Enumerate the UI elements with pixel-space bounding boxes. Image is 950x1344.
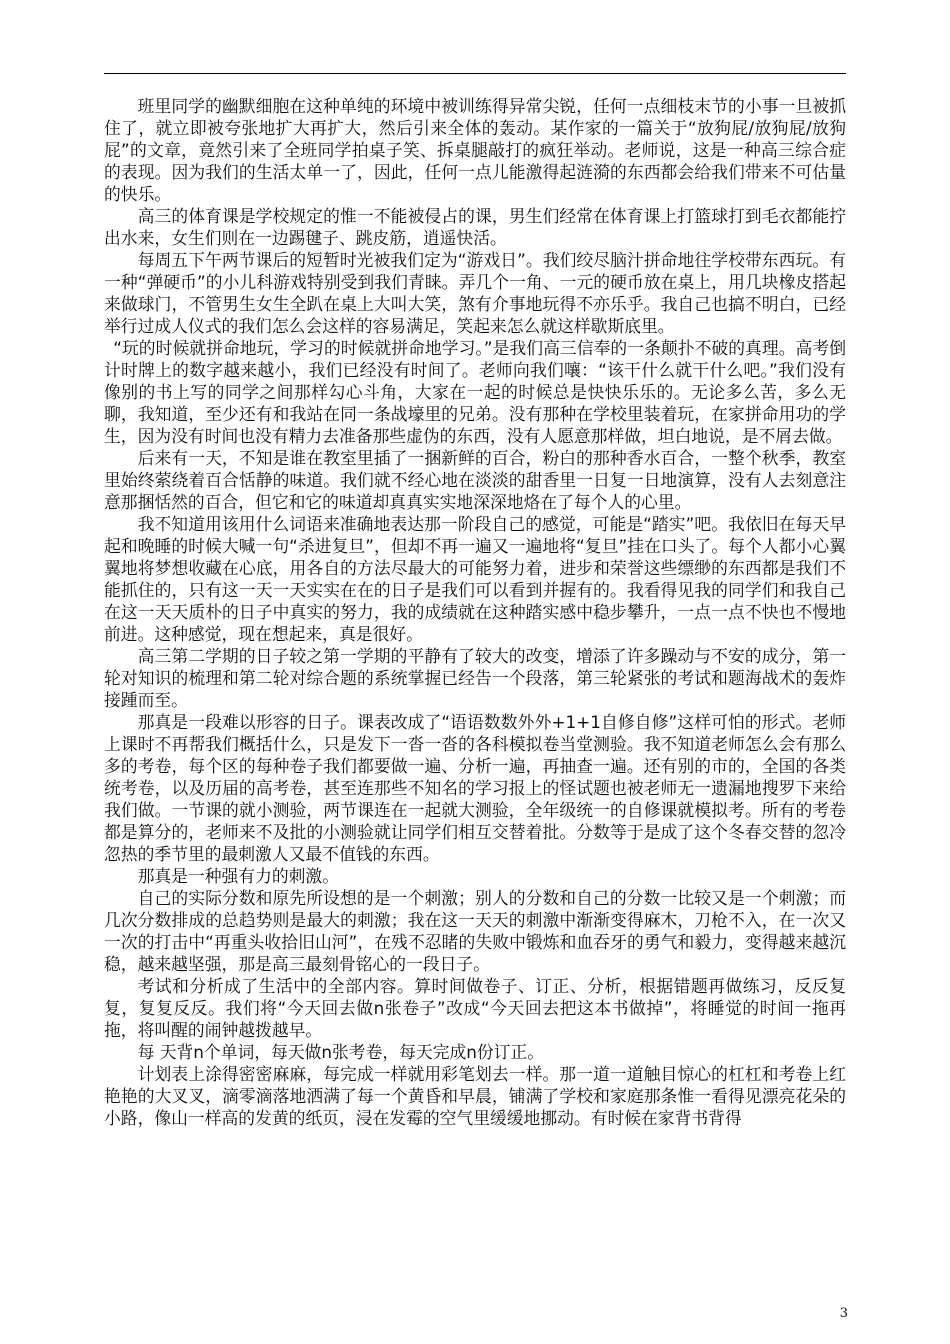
paragraph: 那真是一种强有力的刺激。 [137, 866, 339, 886]
paragraph: “玩的时候就拼命地玩，学习的时候就拼命地学习。”是我们高三信奉的一条颠扑不破的真理。高考倒计时牌上的数字越来越小，我们已经没有时间了。老师向我们嚷：“该干什么就干什么吧。”我们没有像别的书上写的同学之间那样勾心斗角，大家在一起的时候总是快快乐乐的。无论多么苦，多么无聊，我知道，至少还有和我站在同一条战壕里的兄弟。没有那种在学校里装着玩，在家拼命用功的学生，因为没有时间也没有精力去准备那些虚伪的东西，没有人愿意那样做，坦白地说，是不屑去做。 [104, 338, 846, 446]
paragraph: 每周五下午两节课后的短暂时光被我们定为“游戏日”。我们绞尽脑汁拼命地往学校带东西玩。有一种“弹硬币”的小儿科游戏特别受到我们青睐。弄几个一角、一元的硬币放在桌上，用几块橡皮搭起来做球门，不管男生女生全趴在桌上大叫大笑，煞有介事地玩得不亦乐乎。我自己也搞不明白，已经举行过成人仪式的我们怎么会这样的容易满足，笑起来怎么就这样歇斯底里。 [104, 250, 846, 336]
header-rule [104, 73, 846, 74]
body-text [104, 95, 846, 1129]
paragraph: 计划表上涂得密密麻麻，每完成一样就用彩笔划去一样。那一道一道触目惊心的杠杠和考卷上红艳艳的大叉叉，滴零滴落地洒满了每一个黄昏和早晨，铺满了学校和家庭那条惟一看得见漂亮花朵的小路，像山一样高的发黄的纸页，浸在发霉的空气里缓缓地挪动。有时候在家背书背得 [104, 1064, 846, 1128]
paragraph: 高三第二学期的日子较之第一学期的平静有了较大的改变，增添了许多躁动与不安的成分，第一轮对知识的梳理和第二轮对综合题的系统掌握已经告一个段落，第三轮紧张的考试和题海战术的轰炸接踵而至。 [104, 646, 846, 710]
page-number: 3 [839, 1306, 848, 1321]
paragraph: 自己的实际分数和原先所设想的是一个刺激；别人的分数和自己的分数一比较又是一个刺激；而几次分数排成的总趋势则是最大的刺激；我在这一天天的刺激中渐渐变得麻木，刀枪不入，在一次又一次的打击中“再重头收拾旧山河”，在残不忍睹的失败中锻炼和血吞牙的勇气和毅力，变得越来越沉稳，越来越坚强，那是高三最刻骨铭心的一段日子。 [104, 888, 846, 974]
paragraph: 班里同学的幽默细胞在这种单纯的环境中被训练得异常尖锐，任何一点细枝末节的小事一旦被抓住了，就立即被夸张地扩大再扩大，然后引来全体的轰动。某作家的一篇关于“放狗屁/放狗屁/放狗屁”的文章，竟然引来了全班同学拍桌子笑、拆桌腿敲打的疯狂举动。老师说，这是一种高三综合症的表现。因为我们的生活太单一了，因此，任何一点儿能激得起涟漪的东西都会给我们带来不可估量的快乐。 [104, 96, 846, 204]
paragraph: 高三的体育课是学校规定的惟一不能被侵占的课，男生们经常在体育课上打篮球打到毛衣都能拧出水来，女生们则在一边踢毽子、跳皮筋，逍遥快活。 [104, 206, 846, 248]
paragraph: 那真是一段难以形容的日子。课表改成了“语语数数外外+1+1自修自修”这样可怕的形式。老师上课时不再帮我们概括什么，只是发下一沓一沓的各科模拟卷当堂测验。我不知道老师怎么会有那么多的考卷，每个区的每种卷子我们都要做一遍、分析一遍，再抽查一遍。还有别的市的，全国的各类统考卷，以及历届的高考卷，甚至连那些不知名的学习报上的怪试题也被老师无一遗漏地搜罗下来给我们做。一节课的就小测验，两节课连在一起就大测验，全年级统一的自修课就模拟考。所有的考卷都是算分的，老师来不及批的小测验就让同学们相互交替着批。分数等于是成了这个冬春交替的忽冷忽热的季节里的最刺激人又最不值钱的东西。 [104, 712, 846, 864]
paragraph: 后来有一天，不知是谁在教室里插了一捆新鲜的百合，粉白的那种香水百合，一整个秋季，教室里始终萦绕着百合恬静的味道。我们就不经心地在淡淡的甜香里一日复一日地演算，没有人去刻意注意那捆恬然的百合，但它和它的味道却真真实实地深深地烙在了每个人的心里。 [104, 448, 846, 512]
paragraph: 每 天背n个单词，每天做n张考卷，每天完成n份订正。 [137, 1042, 545, 1062]
paragraph: 我不知道用该用什么词语来准确地表达那一阶段自己的感觉，可能是“踏实”吧。我依旧在每天早起和晚睡的时候大喊一句“杀进复旦”，但却不再一遍又一遍地将“复旦”挂在口头了。每个人都小心翼翼地将梦想收藏在心底，用各自的方法尽最大的可能努力着，进步和荣誉这些缥缈的东西都是我们不能抓住的，只有这一天一天实实在在的日子是我们可以看到并握有的。我看得见我的同学们和我自己在这一天天质朴的日子中真实的努力，我的成绩就在这种踏实感中稳步攀升，一点一点不快也不慢地前进。这种感觉，现在想起来，真是很好。 [104, 514, 846, 644]
paragraph: 考试和分析成了生活中的全部内容。算时间做卷子、订正、分析，根据错题再做练习，反反复复，复复反反。我们将“今天回去做n张卷子”改成“今天回去把这本书做掉”，将睡觉的时间一拖再拖，将叫醒的闹钟越拨越早。 [104, 976, 846, 1040]
